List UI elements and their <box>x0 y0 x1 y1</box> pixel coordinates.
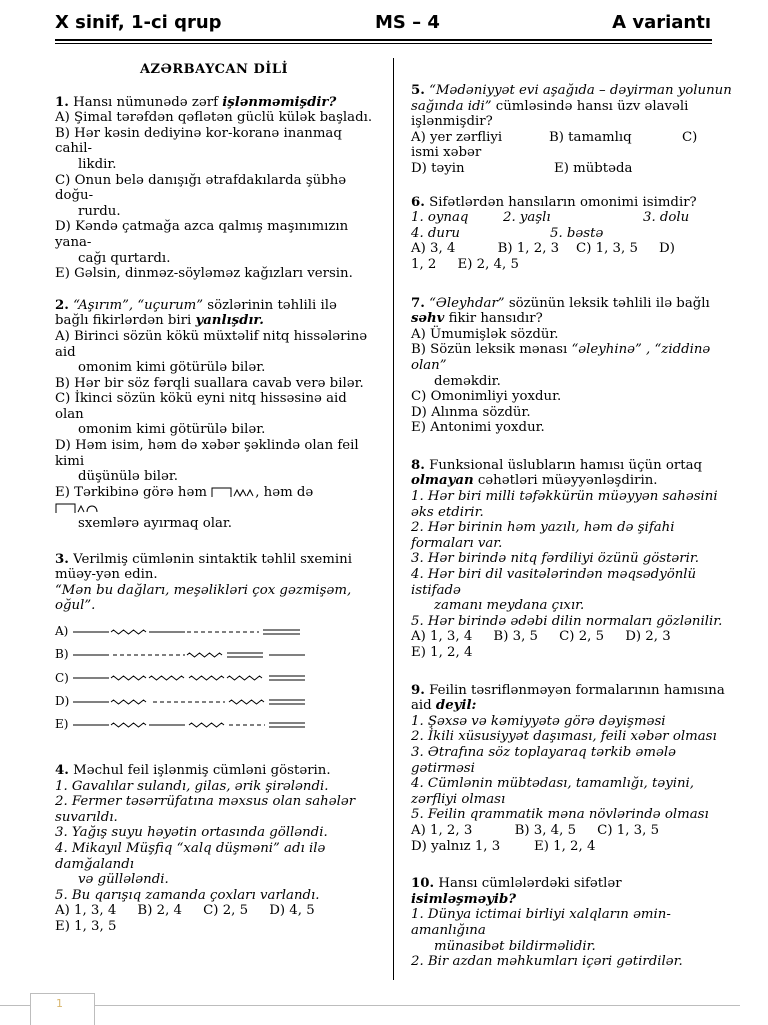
option-b: B) Hər kəsin dediyinə kor-koranə inanmaq cahil- <box>55 125 342 157</box>
answer-option-e: E) 1, 2, 4 <box>411 645 473 660</box>
item-2: 2. Fermer təsərrüfatına məxsus olan sahələr suvarıldı. <box>55 794 356 825</box>
class-group-label: X sinif, 1-ci qrup <box>55 12 222 33</box>
option-c-cont: omonim kimi götürülə bilər. <box>78 422 266 438</box>
item-1: 1. Hər biri milli təfəkkürün müəyyən sahəsini əks etdirir. <box>411 489 718 520</box>
option-e: E) mübtəda <box>554 160 633 176</box>
options-line-1 <box>411 130 741 146</box>
word-4: 4. duru <box>411 225 460 241</box>
option-d: D) təyin <box>411 160 465 176</box>
option-a: A) yer zərfliyi <box>411 129 503 145</box>
question-number: 1. <box>55 94 69 110</box>
question-9 <box>411 683 741 855</box>
scheme-label: B) <box>55 647 69 662</box>
word-2: 2. yaşlı <box>503 210 551 226</box>
question-text-end: cəhətləri müəyyənləşdirin. <box>473 473 658 489</box>
question-text-mid: sözlərinin təhlili ilə bağlı fikirlərdən biri <box>55 297 337 329</box>
item-1: 1. Dünya ictimai birliyi xalqların əmin-amanlığına <box>411 907 671 938</box>
option-e-symbol-line <box>55 500 373 516</box>
option-d-cont: cağı qurtardı. <box>78 250 171 266</box>
question-2 <box>55 298 373 532</box>
option-a: A) Ümumişlək sözdür. <box>411 326 559 342</box>
answer-options: A) 3, 4 B) 1, 2, 3 C) 1, 3, 5 D) <box>411 241 675 257</box>
question-text: Məchul feil işlənmiş cümləni göstərin. <box>68 762 331 778</box>
scheme-c-lines <box>73 671 323 685</box>
question-number: 9. <box>411 682 425 698</box>
question-1 <box>55 95 373 282</box>
question-number: 8. <box>411 457 425 473</box>
item-1: 1. Şəxsə və kəmiyyətə görə dəyişməsi <box>411 713 666 729</box>
option-a: A) Birinci sözün kökü müxtəlif nitq hissələrinə aid <box>55 328 368 360</box>
item-4-cont: və güllələndi. <box>78 872 169 888</box>
option-b: B) tamamlıq <box>549 129 632 145</box>
scheme-label: A) <box>55 623 69 638</box>
option-c-cont: rurdu. <box>78 203 121 219</box>
answer-options: A) 1, 3, 4 B) 3, 5 C) 2, 5 D) 2, 3 <box>411 629 671 645</box>
scheme-c <box>55 667 373 690</box>
option-c-cont: ismi xəbər <box>411 145 482 161</box>
scheme-label: C) <box>55 670 69 685</box>
question-text: Funksional üslubların hamısı üçün ortaq <box>424 457 703 473</box>
question-emphasis: işlənməmişdir? <box>222 94 337 110</box>
question-text: sözünün leksik təhlili ilə bağlı <box>504 295 710 311</box>
page-header <box>55 12 711 36</box>
option-e-text-mid: , həm də <box>255 484 314 500</box>
scheme-d <box>55 690 373 713</box>
option-c: C) <box>682 129 698 145</box>
option-b-cont: likdir. <box>78 156 117 172</box>
column-divider <box>393 58 394 980</box>
word-1: 1. oynaq <box>411 210 469 226</box>
question-text: cümləsində hansı üzv əlavəli işlənmişdir? <box>411 98 689 130</box>
question-text: Verilmiş cümlənin sintaktik təhlil sxemini müəy-yən edin. <box>55 551 352 583</box>
header-rule-thick <box>55 39 712 41</box>
word-5: 5. bəstə <box>550 225 604 241</box>
words-line-2 <box>411 226 741 242</box>
item-3: 3. Yağış suyu həyətin ortasında gölləndi. <box>55 825 328 841</box>
answer-options: A) 1, 2, 3 B) 3, 4, 5 C) 1, 3, 5 <box>411 822 660 838</box>
item-1: 1. Gavalılar sulandı, gilas, ərik şirələndi. <box>55 778 329 794</box>
question-number: 4. <box>55 762 69 778</box>
header-rule-thin <box>55 43 712 44</box>
option-d: D) Alınma sözdür. <box>411 404 531 420</box>
question-text: Hansı cümlələrdəki sifətlər <box>434 876 622 892</box>
item-5: 5. Bu qarışıq zamanda çoxları varlandı. <box>55 887 320 903</box>
question-word: “Əleyhdar” <box>424 295 505 311</box>
question-8 <box>411 458 741 661</box>
question-number: 7. <box>411 295 425 311</box>
answer-options: A) 1, 3, 4 B) 2, 4 C) 2, 5 D) 4, 5 <box>55 903 315 919</box>
scheme-options <box>55 620 373 737</box>
item-3: 3. Hər birində nitq fərdiliyi özünü göstərir. <box>411 551 700 567</box>
option-b-text: B) Sözün leksik mənası <box>411 342 572 358</box>
page-number: 1 <box>56 997 63 1010</box>
option-c: C) İkinci sözün kökü eyni nitq hissəsinə aid olan <box>55 391 347 422</box>
question-3 <box>55 552 373 737</box>
option-d-cont: düşünülə bilər. <box>78 469 178 485</box>
question-emphasis: olmayan <box>411 473 474 489</box>
word-3: 3. dolu <box>643 210 690 226</box>
question-number: 10. <box>411 876 435 892</box>
question-number: 6. <box>411 194 425 210</box>
option-e <box>55 485 373 501</box>
scheme-symbol-1 <box>211 486 255 498</box>
scheme-label: E) <box>55 717 69 732</box>
answer-options-cont: 1, 2 E) 2, 4, 5 <box>411 256 519 272</box>
subject-title: AZƏRBAYCAN DİLİ <box>139 62 289 77</box>
words-line-1 <box>411 210 741 226</box>
option-e-text: E) Tərkibinə görə həm <box>55 484 212 500</box>
scheme-a <box>55 620 373 643</box>
question-emphasis: isimləşməyib? <box>411 891 517 907</box>
question-emphasis: deyil: <box>435 698 477 714</box>
item-2: 2. Bir azdan məhkumları içəri gətirdilər. <box>411 954 683 970</box>
question-7 <box>411 296 741 436</box>
option-e: E) Antonimi yoxdur. <box>411 420 545 436</box>
question-text-end: fikir hansıdır? <box>444 311 543 327</box>
question-words: “Aşırım”, “uçurum” <box>73 297 204 313</box>
option-b-meaning: “əleyhinə” , “ziddinə olan” <box>411 342 711 373</box>
scheme-b-lines <box>73 648 323 662</box>
question-sentence: “Mədəniyyət evi aşağıda – dəyirman yolunun sağında idi” <box>411 83 732 114</box>
scheme-d-lines <box>73 695 323 709</box>
question-number: 3. <box>55 551 69 567</box>
scheme-label: D) <box>55 694 70 709</box>
option-b-cont: deməkdir. <box>434 373 501 389</box>
item-5: 5. Feilin qrammatik məna növlərində olması <box>411 807 709 823</box>
option-b: B) Hər bir söz fərqli suallara cavab verə bilər. <box>55 375 364 391</box>
scheme-symbol-2 <box>55 502 105 514</box>
option-c: C) Onun belə danışığı ətrafdakılarda şübhə doğu- <box>55 172 347 204</box>
item-2: 2. İkili xüsusiyyət daşıması, feili xəbər olması <box>411 729 717 745</box>
item-4: 4. Hər biri dil vasitələrindən məqsədyönlü istifadə <box>411 567 697 598</box>
item-1-cont: münasibət bildirməlidir. <box>434 938 596 954</box>
scheme-b <box>55 643 373 666</box>
option-a-cont: omonim kimi götürülə bilər. <box>78 360 266 376</box>
item-4-cont: zamanı meydana çıxır. <box>434 598 585 614</box>
question-number: 2. <box>55 297 69 313</box>
left-column <box>55 62 373 949</box>
right-column <box>411 83 741 985</box>
question-5 <box>411 83 741 177</box>
item-4: 4. Mikayıl Müşfiq “xalq düşməni” adı ilə damğalandı <box>55 840 326 872</box>
item-5: 5. Hər birində ədəbi dilin normaları gözlənilir. <box>411 613 723 629</box>
option-e-cont: sxemlərə ayırmaq olar. <box>78 516 233 532</box>
question-emphasis: yanlışdır. <box>195 313 264 329</box>
answer-option-e: E) 1, 3, 5 <box>55 918 117 934</box>
option-a: A) Şimal tərəfdən qəflətən güclü külək başladı. <box>55 110 373 126</box>
option-d: D) Kəndə çatmağa azca qalmış maşınımızın yana- <box>55 219 349 250</box>
question-text: Hansı nümunədə zərf <box>68 94 223 110</box>
scheme-e-lines <box>73 718 323 732</box>
variant-label: A variantı <box>612 12 711 33</box>
scheme-a-lines <box>73 625 323 639</box>
item-2: 2. Hər birinin həm yazılı, həm də şifahi formaları var. <box>411 520 675 551</box>
option-b <box>411 342 741 373</box>
question-4 <box>55 763 373 935</box>
option-c: C) Omonimliyi yoxdur. <box>411 389 562 405</box>
answer-options-cont: D) yalnız 1, 3 E) 1, 2, 4 <box>411 838 596 854</box>
question-number: 5. <box>411 83 425 98</box>
option-d: D) Həm isim, həm də xəbər şəklində olan feil kimi <box>55 438 359 469</box>
question-text: Feilin təsriflənməyən formalarının hamısına aid <box>411 682 725 714</box>
option-e: E) Gəlsin, dinməz-söyləməz kağızları versin. <box>55 266 353 282</box>
question-6 <box>411 195 741 273</box>
options-line-2 <box>411 161 741 177</box>
scheme-e <box>55 714 373 737</box>
item-4: 4. Cümlənin mübtədası, tamamlığı, təyini, zərfliyi olması <box>411 776 695 807</box>
sentence: “Mən bu dağları, meşəlikləri çox gəzmişəm, oğul”. <box>55 582 352 614</box>
question-text: Sifətlərdən hansıların omonimi isimdir? <box>424 194 697 210</box>
item-3: 3. Ətrafına söz toplayaraq tərkib əmələ gətirməsi <box>411 744 676 776</box>
question-10 <box>411 876 741 970</box>
footer-rule <box>0 1005 740 1006</box>
exam-code: MS – 4 <box>375 12 440 33</box>
question-emphasis: səhv <box>411 311 445 327</box>
